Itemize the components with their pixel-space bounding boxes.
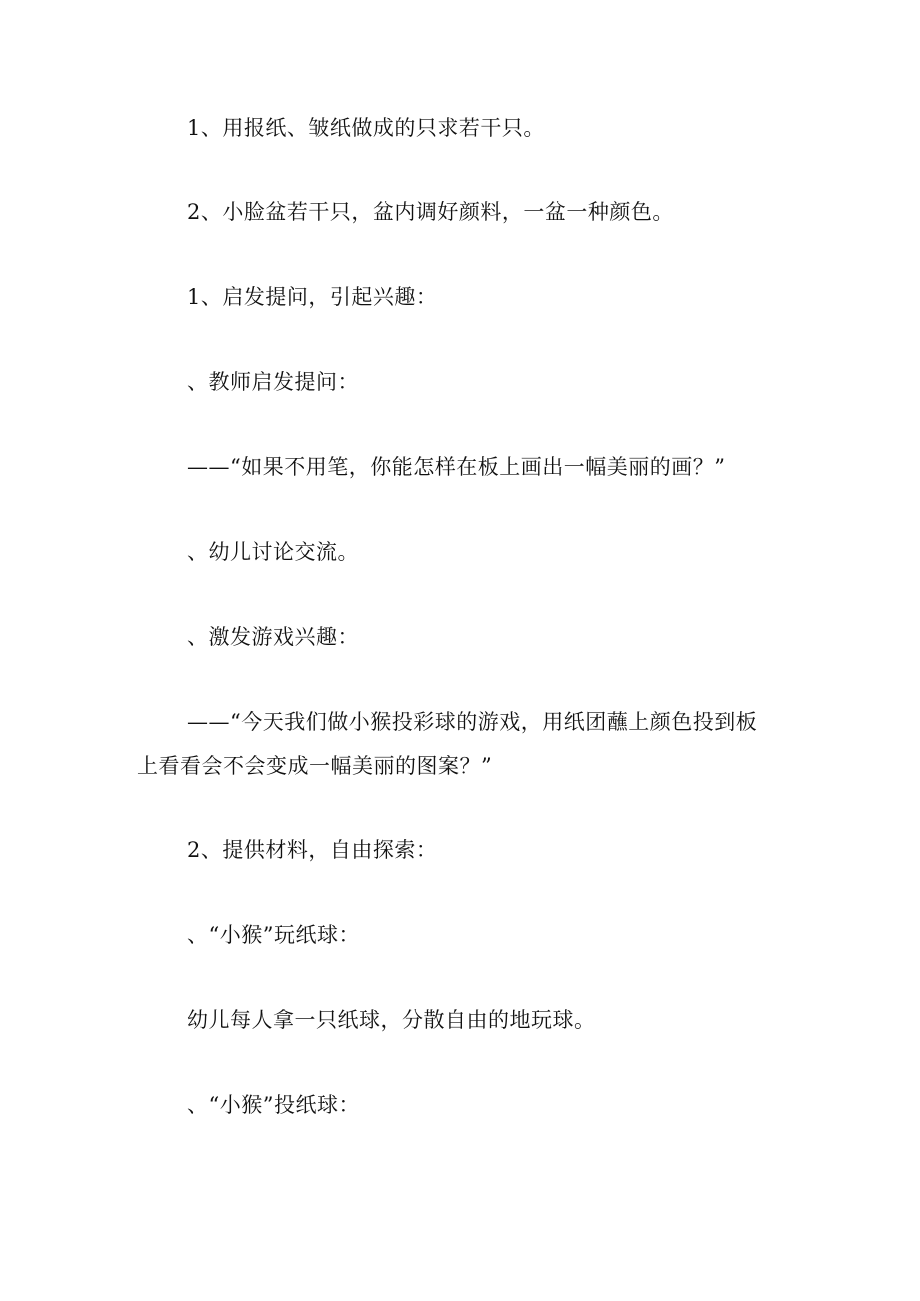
sub-step-throw-ball: 、“小猴”投纸球： xyxy=(187,1093,360,1117)
quote-game-intro-line-2: 上看看会不会变成一幅美丽的图案？” xyxy=(137,754,493,778)
sub-step-play-ball: 、“小猴”玩纸球： xyxy=(187,923,360,947)
quote-teacher-question: ——“如果不用笔，你能怎样在板上画出一幅美丽的画？” xyxy=(187,455,726,479)
sub-step-teacher-question: 、教师启发提问： xyxy=(187,370,359,394)
material-item-2: 2、小脸盆若干只，盆内调好颜料，一盆一种颜色。 xyxy=(187,200,674,224)
material-item-1: 1、用报纸、皱纸做成的只求若干只。 xyxy=(187,116,545,140)
quote-game-intro-line-1: ——“今天我们做小猴投彩球的游戏，用纸团蘸上颜色投到板 xyxy=(187,710,758,734)
sub-step-discussion: 、幼儿讨论交流。 xyxy=(187,540,359,564)
sub-step-interest: 、激发游戏兴趣： xyxy=(187,625,359,649)
paragraph-play-ball: 幼儿每人拿一只纸球，分散自由的地玩球。 xyxy=(187,1008,596,1032)
step-heading-1: 1、启发提问，引起兴趣： xyxy=(187,285,438,309)
step-heading-2: 2、提供材料，自由探索： xyxy=(187,838,438,862)
